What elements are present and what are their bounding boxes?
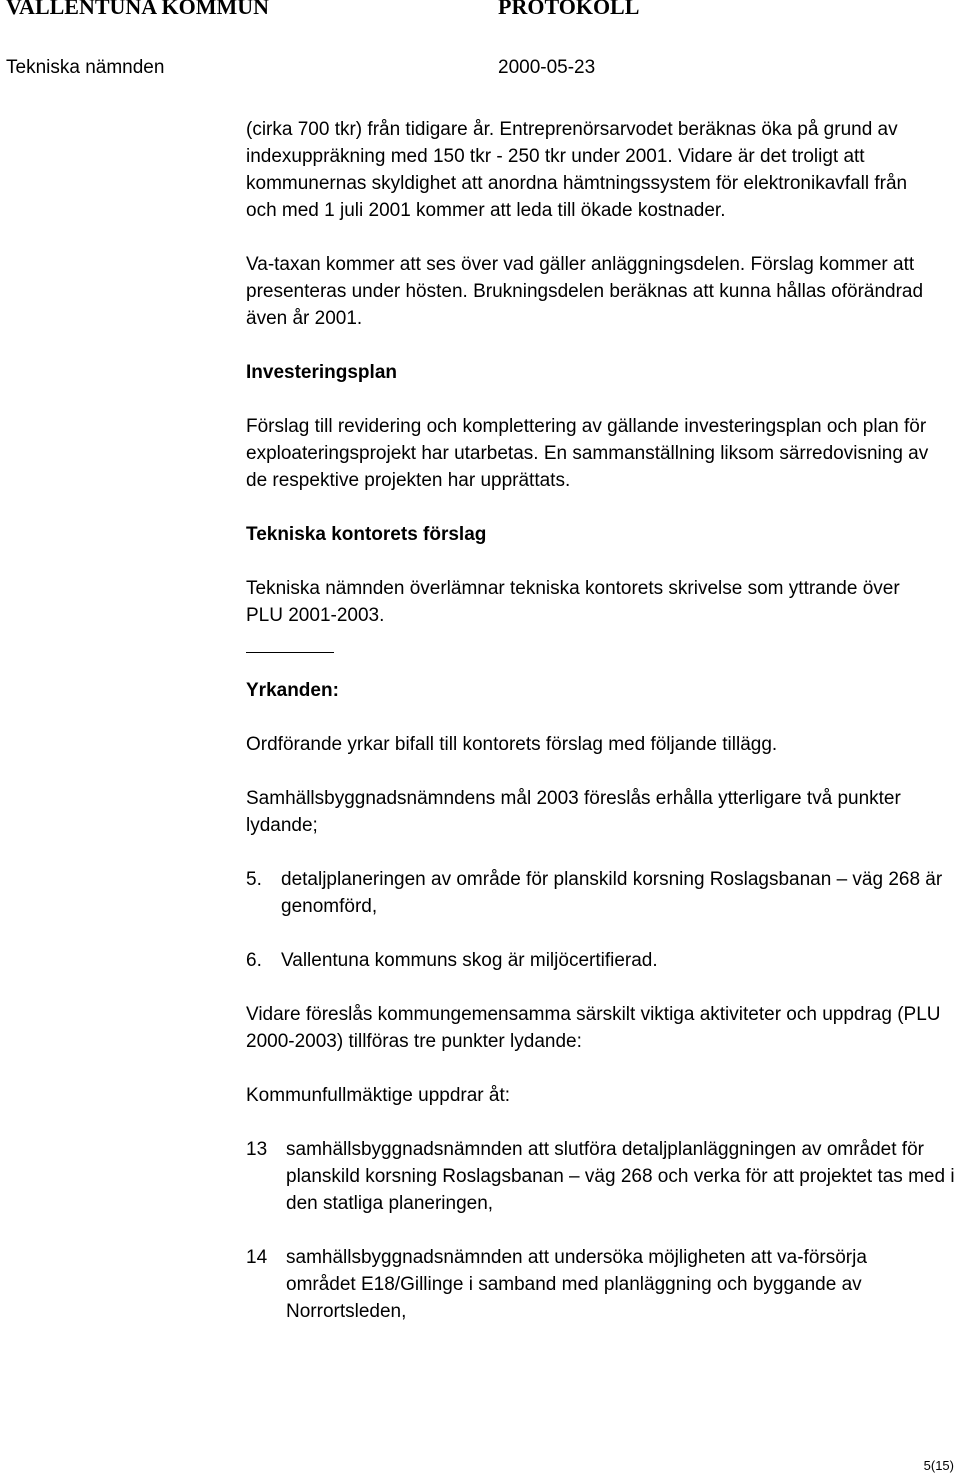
list-item-13 <box>246 1136 956 1217</box>
list-item-5 <box>246 866 956 920</box>
separator-line <box>246 652 334 653</box>
heading-tekniska-kontorets-forslag: Tekniska kontorets förslag <box>246 524 487 545</box>
header-org: VALLENTUNA KOMMUN <box>6 0 270 19</box>
paragraph-investeringsplan: Förslag till revidering och komplettering av gällande investeringsplan och plan för exploateringsprojekt har utarbetas. En sammanställning liksom särredovisning av de respektive projekten har upprättats. <box>246 416 929 491</box>
list-item-14 <box>246 1244 956 1325</box>
list-item-number: 6. <box>246 950 262 971</box>
paragraph-mal-2003: Samhällsbyggnadsnämndens mål 2003 föreslås erhålla ytterligare två punkter lydande; <box>246 788 901 836</box>
list-item-text: samhällsbyggnadsnämnden att slutföra detaljplanläggningen av området för planskild korsning Roslagsbanan – väg 268 och verka för att projektet tas med i den statliga planeringen, <box>286 1139 955 1214</box>
paragraph-vidare: Vidare föreslås kommungemensamma särskilt viktiga aktiviteter och uppdrag (PLU 2000-2003) tillföras tre punkter lydande: <box>246 1004 941 1052</box>
header-date: 2000-05-23 <box>498 57 596 78</box>
paragraph-kommunfullmaktige: Kommunfullmäktige uppdrar åt: <box>246 1085 511 1106</box>
heading-yrkanden: Yrkanden: <box>246 680 339 701</box>
list-item-number: 13 <box>246 1139 268 1160</box>
paragraph-ordforande: Ordförande yrkar bifall till kontorets förslag med följande tillägg. <box>246 734 778 755</box>
document-body <box>246 116 956 1325</box>
header-doc-type: PROTOKOLL <box>498 0 640 19</box>
list-item-text: samhällsbyggnadsnämnden att undersöka möjligheten att va-försörja området E18/Gillinge i samband med planläggning och byggande av Norrortsleden, <box>286 1247 867 1322</box>
paragraph-va-taxan: Va-taxan kommer att ses över vad gäller anläggningsdelen. Förslag kommer att presenteras under hösten. Brukningsdelen beräknas att kunna hållas oförändrad även år 2001. <box>246 254 924 329</box>
page-number: 5(15) <box>923 1458 954 1473</box>
heading-investeringsplan: Investeringsplan <box>246 362 397 383</box>
list-item-6 <box>246 947 956 974</box>
list-item-number: 14 <box>246 1247 268 1268</box>
list-item-text: Vallentuna kommuns skog är miljöcertifierad. <box>281 950 658 971</box>
list-item-number: 5. <box>246 869 262 890</box>
paragraph-tekniska-namnden: Tekniska nämnden överlämnar tekniska kontorets skrivelse som yttrande över PLU 2001-2003. <box>246 578 900 626</box>
list-item-text: detaljplaneringen av område för planskild korsning Roslagsbanan – väg 268 är genomförd, <box>281 869 943 917</box>
header-committee: Tekniska nämnden <box>6 57 165 78</box>
paragraph-budget: (cirka 700 tkr) från tidigare år. Entreprenörsarvodet beräknas öka på grund av indexuppräkning med 150 tkr - 250 tkr under 2001. Vidare är det troligt att kommunernas skyldighet att anordna hämtningssystem för elektronikavfall från och med 1 juli 2001 kommer att leda till ökade kostnader. <box>246 119 908 221</box>
